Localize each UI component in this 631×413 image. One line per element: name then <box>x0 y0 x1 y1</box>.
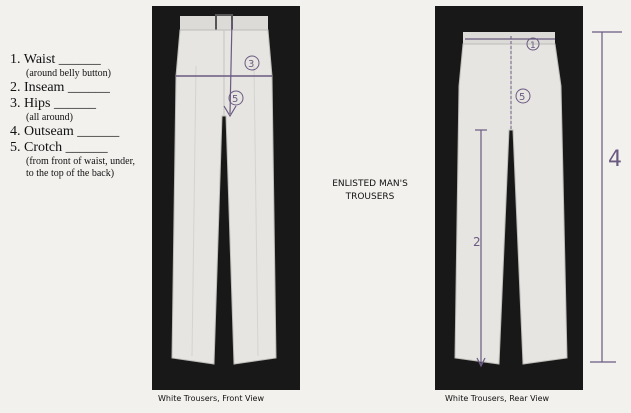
rear-inseam-marker: 2 <box>473 235 481 249</box>
outseam-measure <box>586 24 628 370</box>
rear-crotch-marker: 5 <box>519 92 526 103</box>
measurement-waist-label: 1. Waist ______ <box>10 52 101 67</box>
measurement-crotch-note-line-1: (from front of waist, under, <box>26 156 136 167</box>
trousers-title-line-2: TROUSERS <box>345 192 395 202</box>
front-view-caption: White Trousers, Front View <box>158 394 264 403</box>
outseam-marker: 4 <box>608 147 622 172</box>
rear-view-caption: White Trousers, Rear View <box>445 394 550 403</box>
rear-view-photo <box>435 6 583 390</box>
rear-waistband <box>463 32 555 44</box>
front-waistband <box>180 16 268 30</box>
trousers-title <box>320 178 420 204</box>
measurement-crotch-note-line-2: to the top of the back) <box>26 168 115 179</box>
measurement-inseam <box>10 80 155 96</box>
front-trousers-illustration <box>152 6 300 390</box>
measurement-waist-note: (around belly button) <box>26 68 111 79</box>
rear-trousers-illustration <box>435 6 583 390</box>
front-crotch-marker: 5 <box>232 94 239 105</box>
rear-waist-marker: 1 <box>530 41 536 51</box>
measurement-hips <box>10 96 155 124</box>
front-view-photo <box>152 6 300 390</box>
measurement-hips-note: (all around) <box>26 112 73 123</box>
measurement-list <box>10 52 155 180</box>
measurement-outseam <box>10 124 155 140</box>
measurement-crotch-label: 5. Crotch ______ <box>10 140 108 155</box>
trousers-title-line-1: ENLISTED MAN'S <box>332 179 408 189</box>
measurement-waist <box>10 52 155 80</box>
measurement-outseam-label: 4. Outseam ______ <box>10 124 120 139</box>
front-hips-marker: 3 <box>248 59 255 70</box>
measurement-hips-label: 3. Hips ______ <box>10 96 96 111</box>
measurement-inseam-label: 2. Inseam ______ <box>10 80 110 95</box>
measurement-crotch <box>10 140 155 180</box>
